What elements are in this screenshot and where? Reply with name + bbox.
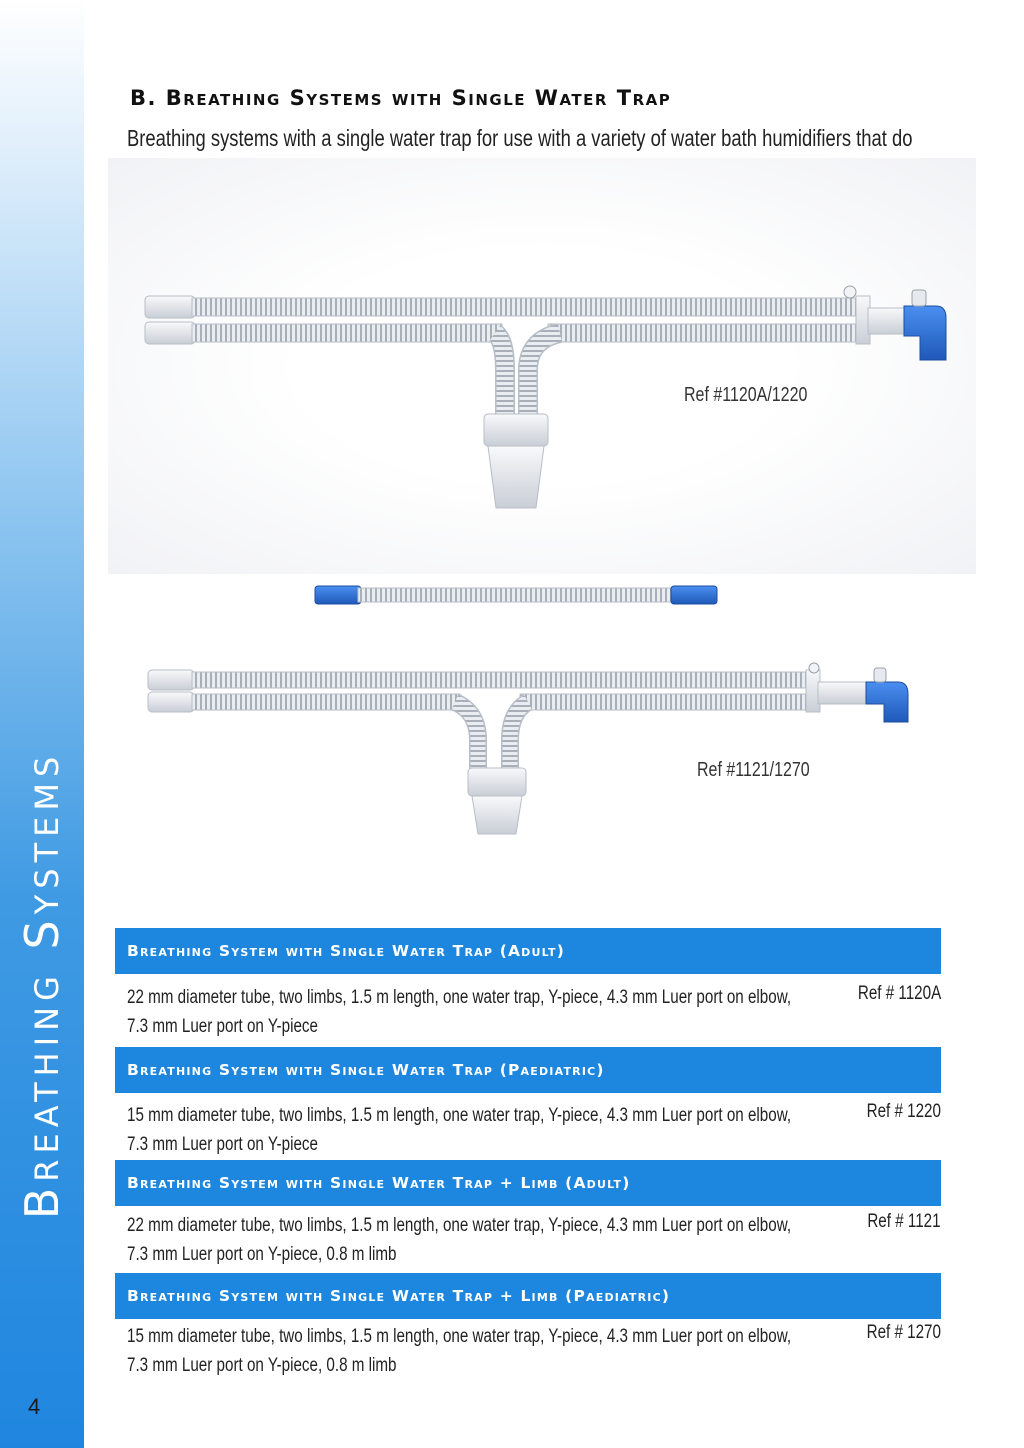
sidebar-title: Breathing Systems xyxy=(15,750,69,1220)
product-heading-4: Breathing System with Single Water Trap + Limb (Paediatric) xyxy=(115,1273,941,1319)
image-ref-label-2: Ref #1121/1270 xyxy=(697,759,810,781)
breathing-system-illustration-1 xyxy=(145,286,946,508)
product-ref-3: Ref # 1121 xyxy=(867,1211,941,1232)
breathing-system-illustration-2 xyxy=(148,663,908,834)
image-ref-label-1: Ref #1120A/1220 xyxy=(684,384,808,406)
product-description-3: 22 mm diameter tube, two limbs, 1.5 m length, one water trap, Y-piece, 4.3 mm Luer port on elbow, 7.3 mm Luer port on Y-piece, 0.8 m limb xyxy=(127,1215,792,1265)
section-intro: Breathing systems with a single water trap for use with a variety of water bath humidifiers that do xyxy=(127,125,913,151)
product-description-2: 15 mm diameter tube, two limbs, 1.5 m length, one water trap, Y-piece, 4.3 mm Luer port on elbow, 7.3 mm Luer port on Y-piece xyxy=(127,1105,792,1155)
product-description-4: 15 mm diameter tube, two limbs, 1.5 m length, one water trap, Y-piece, 4.3 mm Luer port on elbow, 7.3 mm Luer port on Y-piece, 0.8 m limb xyxy=(127,1326,792,1376)
product-heading-1: Breathing System with Single Water Trap (Adult) xyxy=(115,928,941,974)
extra-limb-illustration xyxy=(315,586,717,604)
product-description-1: 22 mm diameter tube, two limbs, 1.5 m length, one water trap, Y-piece, 4.3 mm Luer port on elbow, 7.3 mm Luer port on Y-piece xyxy=(127,987,792,1037)
product-heading-2: Breathing System with Single Water Trap (Paediatric) xyxy=(115,1047,941,1093)
section-heading: B. Breathing Systems with Single Water Trap xyxy=(130,86,672,110)
product-ref-4: Ref # 1270 xyxy=(866,1322,941,1343)
page-number: 4 xyxy=(28,1394,41,1419)
product-ref-2: Ref # 1220 xyxy=(866,1101,941,1122)
product-heading-3: Breathing System with Single Water Trap + Limb (Adult) xyxy=(115,1160,941,1206)
product-ref-1: Ref # 1120A xyxy=(857,983,941,1004)
